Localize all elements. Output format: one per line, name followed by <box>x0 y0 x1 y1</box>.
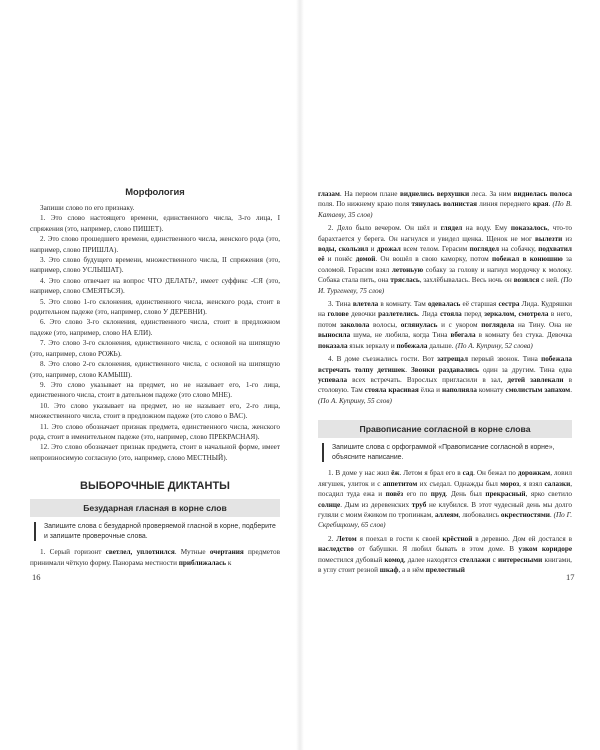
dictation-paragraph: 1. Серый горизонт светлел, уплотнился. Мутные очертания предметов принимали чёткую форму. Панорама местности приближалась к <box>30 548 281 567</box>
morphology-item: 11. Это слово обозначает признак предмета, единственного числа, женского рода, стоит в именительном падеже (это, например, слово ПРЕКРАСНАЯ). <box>30 422 280 441</box>
morphology-item: 6. Это слово 3-го склонения, единственного числа, стоит в предложном падеже (это, например, слово НА ЕЛИ). <box>30 318 280 337</box>
page-number-right: 17 <box>566 572 575 582</box>
morphology-item: 12. Это слово обозначает признак предмета, стоит в начальной форме, имеет непроизносимую согласную (это, например, слово МЕСТНЫЙ). <box>30 443 280 462</box>
dictation-paragraph: 4. В доме съезжались гости. Вот затрещал первый звонок. Тина побежала встречать толпу детишек. Звонки раздавались один за другим. Тина едва успевала всех встречать. Взрослых пригласили в зал, детей завлекали в столовую. Там стояла красивая ёлка и наполняла комнату смолистым запахом. (По А. Куприну, 55 слов) <box>318 355 573 405</box>
morphology-item: 2. Это слово прошедшего времени, единственного числа, женского рода (это, например, слово ПРИШЛА). <box>30 235 280 254</box>
dictation-paragraph: 2. Дело было вечером. Он шёл и глядел на воду. Ему показалось, что-то барахтается у берега. Он нагнулся и увидел щенка. Щенок не мог вылезти из воды, скользил и дрожал всем телом. Герасим поглядел на собачку, подхватил её и понёс домой. Он вошёл в свою каморку, потом побежал в конюшню за соломой. Герасим взял летоньую собаку за голову и нагнул мордочку к молоку. Собака стала пить, она тряслась, захлёбывалась. Весь ночь он возился с ней. (По И. Тургеневу, 75 слов) <box>318 224 573 295</box>
task-text: Запишите слова с безударной проверяемой гласной в корне, подберите и запишите проверочные слова. <box>44 523 276 540</box>
dictations-title: ВЫБОРОЧНЫЕ ДИКТАНТЫ <box>80 480 230 493</box>
dictation-paragraph: 3. Тина влетела в комнату. Там одевалась её старшая сестра Лида. Кудряшки на голове девочки разлетелись. Лида стояла перед зеркалом, смотрела в него, потом заколола волосы, оглянулась и с укором поглядела на Тину. Она не выносила шума, не любила, когда Тина вбегала в комнату без стука. Девочка показала язык зеркалу и побежала дальше. (По А. Куприну, 52 слова) <box>318 300 572 350</box>
left-column <box>30 186 280 568</box>
book-spine <box>296 0 304 750</box>
morphology-item: 10. Это слово указывает на предмет, но не называет его, 2-го лица, множественного числа, стоит в предложном падеже (это слово о ВАС). <box>30 401 280 421</box>
dictation-paragraph: 1. В доме у нас жил ёж. Летом я брал его в сад. Он бежал по дорожкам, ловил лягушек, улиток и с аппетитом их съедал. Однажды был мороз, я взял салазки, посадил туда ежа и повёз его по пруд. День был прекрасный, ярко светило солнце. Дым из деревенских труб не клубился. В этот чудесный день мы долго гуляли с моим ёжиком по тропинкам, аллеям, любовались окрестностями. (По Г. Скребицкому, 65 слов) <box>318 469 573 530</box>
morphology-title: Морфология <box>125 186 185 197</box>
task-box <box>34 522 280 541</box>
morphology-item: 7. Это слово 3-го склонения, единственного числа, с основой на шипящую (это, например, слово РОЖЬ). <box>30 339 280 358</box>
section-banner-consonant: Правописание согласной в корне слова <box>318 420 572 438</box>
morphology-item: 5. Это слово 1-го склонения, единственного числа, женского рода, стоит в родительном падеже (это, например, слово У ДЕРЕВНИ). <box>30 297 280 317</box>
dictation-paragraph: 2. Летом я поехал в гости к своей крёстной в деревню. Дом ей достался в наследство от бабушки. Я любил бывать в этом доме. В узком коридоре поместился дубовый комод, далее находятся стеллажи с интересными книгами, в углу стоит резной шкаф, а в нём прелестный <box>318 534 573 574</box>
section-banner-unstressed-vowel: Безударная гласная в корне слов <box>30 499 280 517</box>
task-box <box>322 443 572 462</box>
morphology-item: 1. Это слово настоящего времени, единственного числа, 3-го лица, I спряжения (это, например, слово ПИШЕТ). <box>30 214 280 233</box>
morphology-instruction: Запиши слово по его признаку. <box>40 204 135 212</box>
task-text: Запишите слова с орфограммой «Правописание согласной в корне», объясните написание. <box>332 444 555 461</box>
morphology-item: 4. Это слово отвечает на вопрос ЧТО ДЕЛАТЬ?, имеет суффикс -СЯ (это, например, слово СМЕЯТЬСЯ). <box>30 276 280 296</box>
dictation-paragraph: глазам. На первом плане виднелись верхушки леса. За ним виднелась полоса поля. По нижнему краю поля тянулась волнистая линия переднего края. (По В. Катаеву, 35 слов) <box>318 190 573 219</box>
morphology-item: 8. Это слово 2-го склонения, единственного числа, с основой на шипящую (это, например, слово КАМЫШ). <box>30 360 280 379</box>
right-column <box>318 189 572 575</box>
morphology-item: 9. Это слово указывает на предмет, но не называет его, 1-го лица, единственного числа, стоит в дательном падеже (это слово МНЕ). <box>30 380 280 400</box>
morphology-item: 3. Это слово будущего времени, множественного числа, II спряжения (это, например, слово УСЛЫШАТ). <box>30 256 280 275</box>
page-number-left: 16 <box>32 572 41 582</box>
